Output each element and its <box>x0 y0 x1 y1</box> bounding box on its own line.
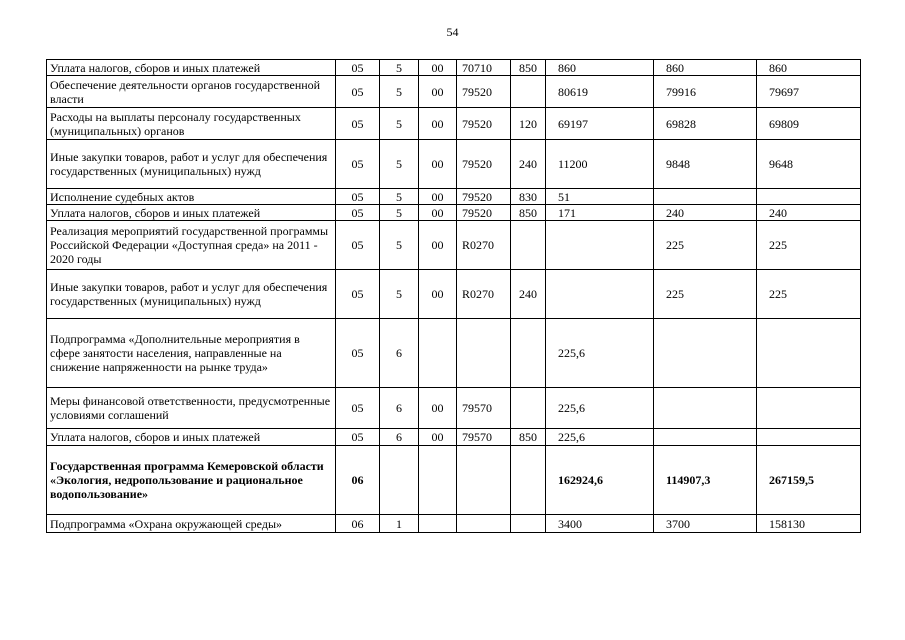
amount-year-2 <box>654 429 757 446</box>
expense-type-code: 850 <box>511 429 546 446</box>
table-row <box>47 189 861 205</box>
section-code: 06 <box>336 515 380 533</box>
row-name: Уплата налогов, сборов и иных платежей <box>47 60 336 76</box>
expense-type-code: 240 <box>511 270 546 319</box>
table-row <box>47 140 861 189</box>
amount-year-2: 69828 <box>654 108 757 140</box>
amount-year-1: 225,6 <box>546 429 654 446</box>
row-name: Иные закупки товаров, работ и услуг для обеспечения государственных (муниципальных) нужд <box>47 140 336 189</box>
row-name: Иные закупки товаров, работ и услуг для обеспечения государственных (муниципальных) нужд <box>47 270 336 319</box>
amount-year-3: 69809 <box>757 108 861 140</box>
target-code-part: 00 <box>419 189 457 205</box>
target-code-part: 00 <box>419 221 457 270</box>
target-code: 79520 <box>457 140 511 189</box>
amount-year-3: 240 <box>757 205 861 221</box>
subsection-code: 5 <box>380 76 419 108</box>
amount-year-3: 225 <box>757 270 861 319</box>
amount-year-3 <box>757 388 861 429</box>
amount-year-2: 114907,3 <box>654 446 757 515</box>
row-name: Меры финансовой ответственности, предусмотренные условиями соглашений <box>47 388 336 429</box>
section-code: 05 <box>336 429 380 446</box>
row-name: Расходы на выплаты персоналу государственных (муниципальных) органов <box>47 108 336 140</box>
subsection-code: 5 <box>380 108 419 140</box>
subsection-code <box>380 446 419 515</box>
amount-year-3: 9648 <box>757 140 861 189</box>
row-name: Государственная программа Кемеровской области «Экология, недропользование и рациональное водопользование» <box>47 446 336 515</box>
target-code: 79570 <box>457 388 511 429</box>
table-row <box>47 270 861 319</box>
amount-year-1: 11200 <box>546 140 654 189</box>
amount-year-2: 225 <box>654 270 757 319</box>
amount-year-1 <box>546 270 654 319</box>
table-row <box>47 205 861 221</box>
amount-year-1: 162924,6 <box>546 446 654 515</box>
amount-year-3 <box>757 429 861 446</box>
subsection-code: 1 <box>380 515 419 533</box>
budget-table <box>46 59 861 533</box>
amount-year-1: 171 <box>546 205 654 221</box>
amount-year-1: 225,6 <box>546 388 654 429</box>
target-code-part: 00 <box>419 388 457 429</box>
amount-year-1: 225,6 <box>546 319 654 388</box>
subsection-code: 6 <box>380 429 419 446</box>
amount-year-1: 69197 <box>546 108 654 140</box>
amount-year-2 <box>654 189 757 205</box>
target-code-part: 00 <box>419 76 457 108</box>
target-code: 70710 <box>457 60 511 76</box>
subsection-code: 5 <box>380 205 419 221</box>
expense-type-code: 240 <box>511 140 546 189</box>
page-number: 54 <box>446 25 459 39</box>
table-row <box>47 319 861 388</box>
expense-type-code <box>511 319 546 388</box>
amount-year-3 <box>757 319 861 388</box>
section-code: 05 <box>336 388 380 429</box>
target-code-part: 00 <box>419 205 457 221</box>
amount-year-2: 3700 <box>654 515 757 533</box>
target-code: 79520 <box>457 189 511 205</box>
expense-type-code: 850 <box>511 60 546 76</box>
expense-type-code: 830 <box>511 189 546 205</box>
target-code-part: 00 <box>419 108 457 140</box>
amount-year-1: 80619 <box>546 76 654 108</box>
table-row <box>47 60 861 76</box>
target-code-part: 00 <box>419 60 457 76</box>
target-code: 79520 <box>457 76 511 108</box>
section-code: 05 <box>336 140 380 189</box>
amount-year-2 <box>654 319 757 388</box>
amount-year-3 <box>757 189 861 205</box>
amount-year-3: 267159,5 <box>757 446 861 515</box>
target-code <box>457 515 511 533</box>
expense-type-code <box>511 446 546 515</box>
expense-type-code <box>511 76 546 108</box>
section-code: 06 <box>336 446 380 515</box>
amount-year-1: 860 <box>546 60 654 76</box>
table-row <box>47 108 861 140</box>
row-name: Уплата налогов, сборов и иных платежей <box>47 429 336 446</box>
expense-type-code <box>511 221 546 270</box>
subsection-code: 5 <box>380 189 419 205</box>
subsection-code: 5 <box>380 270 419 319</box>
row-name: Уплата налогов, сборов и иных платежей <box>47 205 336 221</box>
row-name: Реализация мероприятий государственной программы Российской Федерации «Доступная среда» на 2011 - 2020 годы <box>47 221 336 270</box>
target-code-part <box>419 319 457 388</box>
amount-year-2: 79916 <box>654 76 757 108</box>
amount-year-3: 79697 <box>757 76 861 108</box>
amount-year-1: 3400 <box>546 515 654 533</box>
table-row <box>47 388 861 429</box>
row-name: Обеспечение деятельности органов государственной власти <box>47 76 336 108</box>
section-code: 05 <box>336 60 380 76</box>
subsection-code: 5 <box>380 60 419 76</box>
target-code-part: 00 <box>419 140 457 189</box>
target-code-part <box>419 446 457 515</box>
target-code: 79570 <box>457 429 511 446</box>
target-code: R0270 <box>457 221 511 270</box>
target-code: 79520 <box>457 205 511 221</box>
section-code: 05 <box>336 189 380 205</box>
row-name: Исполнение судебных актов <box>47 189 336 205</box>
expense-type-code <box>511 515 546 533</box>
amount-year-2: 9848 <box>654 140 757 189</box>
amount-year-2: 240 <box>654 205 757 221</box>
table-row <box>47 221 861 270</box>
table-row <box>47 515 861 533</box>
subsection-code: 6 <box>380 319 419 388</box>
table-row <box>47 429 861 446</box>
target-code-part: 00 <box>419 270 457 319</box>
section-code: 05 <box>336 108 380 140</box>
target-code: 79520 <box>457 108 511 140</box>
subsection-code: 6 <box>380 388 419 429</box>
section-code: 05 <box>336 205 380 221</box>
expense-type-code: 120 <box>511 108 546 140</box>
section-code: 05 <box>336 221 380 270</box>
amount-year-3: 225 <box>757 221 861 270</box>
table-row <box>47 76 861 108</box>
target-code <box>457 446 511 515</box>
expense-type-code <box>511 388 546 429</box>
section-code: 05 <box>336 319 380 388</box>
subsection-code: 5 <box>380 221 419 270</box>
row-name: Подпрограмма «Дополнительные мероприятия в сфере занятости населения, направленные на снижение напряженности на рынке труда» <box>47 319 336 388</box>
target-code-part <box>419 515 457 533</box>
target-code <box>457 319 511 388</box>
table-row <box>47 446 861 515</box>
amount-year-3: 158130 <box>757 515 861 533</box>
amount-year-3: 860 <box>757 60 861 76</box>
row-name: Подпрограмма «Охрана окружающей среды» <box>47 515 336 533</box>
target-code: R0270 <box>457 270 511 319</box>
amount-year-1: 51 <box>546 189 654 205</box>
amount-year-1 <box>546 221 654 270</box>
subsection-code: 5 <box>380 140 419 189</box>
section-code: 05 <box>336 270 380 319</box>
amount-year-2: 860 <box>654 60 757 76</box>
amount-year-2: 225 <box>654 221 757 270</box>
amount-year-2 <box>654 388 757 429</box>
expense-type-code: 850 <box>511 205 546 221</box>
section-code: 05 <box>336 76 380 108</box>
target-code-part: 00 <box>419 429 457 446</box>
